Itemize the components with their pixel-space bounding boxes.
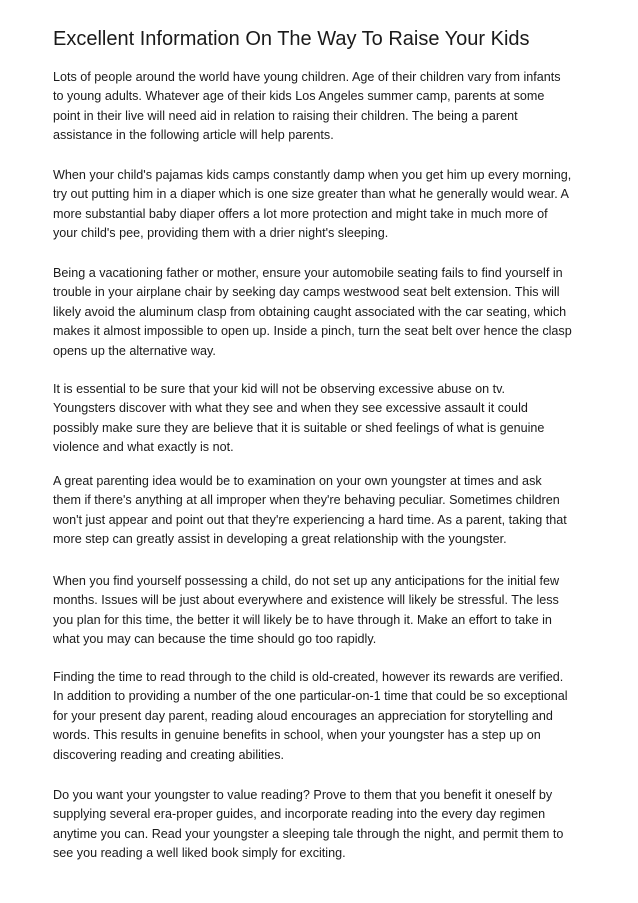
- text-line: more substantial baby diaper offers a lot more protection and might take in much more of: [53, 206, 548, 221]
- paragraph: [53, 166, 593, 244]
- text-line: Lots of people around the world have young children. Age of their children vary from infants: [53, 70, 561, 84]
- text-line: A great parenting idea would be to examination on your own youngster at times and ask: [53, 474, 542, 488]
- text-line: supplying several era-proper guides, and incorporate reading into the every day regimen: [53, 807, 546, 822]
- text-line: them if there's anything at all improper when they're behaving peculiar. Sometimes children: [53, 493, 560, 508]
- paragraph: [53, 380, 593, 458]
- text-line: to young adults. Whatever age of their kids Los Angeles summer camp, parents at some: [53, 89, 545, 104]
- paragraph: [53, 572, 593, 650]
- text-line: Youngsters discover with what they see and when they see excessive assault it could: [53, 401, 528, 416]
- text-line: violence and what exactly is not.: [53, 440, 234, 455]
- text-line: months. Issues will be just about everywhere and existence will likely be stressful. The less: [53, 593, 559, 608]
- text-line: your child's pee, providing them with a drier night's sleeping.: [53, 226, 389, 241]
- paragraph: [53, 668, 593, 765]
- text-line: anytime you can. Read your youngster a sleeping tale through the night, and permit them to: [53, 826, 564, 841]
- text-line: won't just appear and point out that they're experiencing a hard time. As a parent, taking that: [53, 512, 567, 527]
- text-line: try out putting him in a diaper which is one size greater than what he generally would wear. A: [53, 187, 569, 202]
- text-line: Being a vacationing father or mother, ensure your automobile seating fails to find yourself in: [53, 266, 563, 280]
- text-line: Do you want your youngster to value reading? Prove to them that you benefit it oneself by: [53, 788, 553, 802]
- paragraph: [53, 264, 593, 361]
- text-line: likely avoid the aluminum clasp from obtaining caught associated with the car seating, which: [53, 304, 567, 319]
- text-line: point in their live will need aid in relation to raising their children. The being a parent: [53, 108, 518, 123]
- text-line: trouble in your airplane chair by seeking day camps westwood seat belt extension. This will: [53, 285, 560, 300]
- paragraph: [53, 68, 593, 146]
- text-line: more step can greatly assist in developing a great relationship with the youngster.: [53, 532, 507, 547]
- text-line: for your present day parent, reading aloud encourages an appreciation for storytelling and: [53, 708, 553, 723]
- text-line: opens up the alternative way.: [53, 343, 216, 358]
- paragraph: [53, 472, 593, 550]
- text-line: It is essential to be sure that your kid will not be observing excessive abuse on tv.: [53, 382, 505, 396]
- text-line: possibly make sure they are believe that it is suitable or shed feelings of what is genuine: [53, 420, 545, 435]
- text-line: When you find yourself possessing a child, do not set up any anticipations for the initial few: [53, 574, 560, 588]
- text-line: see you reading a well liked book simply for exciting.: [53, 846, 346, 861]
- paragraph: [53, 786, 593, 864]
- text-line: discovering reading and creating abilities.: [53, 747, 285, 762]
- text-line: you plan for this time, the better it will likely be to have through it. Make an effort to take in: [53, 612, 552, 627]
- text-line: Finding the time to read through to the child is old-created, however its rewards are verified.: [53, 670, 564, 684]
- text-line: makes it almost impossible to open up. Inside a pinch, turn the seat belt over hence the clasp: [53, 324, 572, 339]
- text-line: In addition to providing a number of the one particular-on-1 time that could be so exceptional: [53, 689, 568, 704]
- text-line: words. This results in genuine benefits in school, when your youngster has a step up on: [53, 728, 541, 743]
- text-line: what you may can because the time should go too rapidly.: [53, 632, 377, 647]
- text-line: When your child's pajamas kids camps constantly damp when you get him up every morning,: [53, 168, 572, 182]
- document-title: Excellent Information On The Way To Raise Your Kids: [53, 28, 530, 50]
- text-line: assistance in the following article will help parents.: [53, 128, 334, 143]
